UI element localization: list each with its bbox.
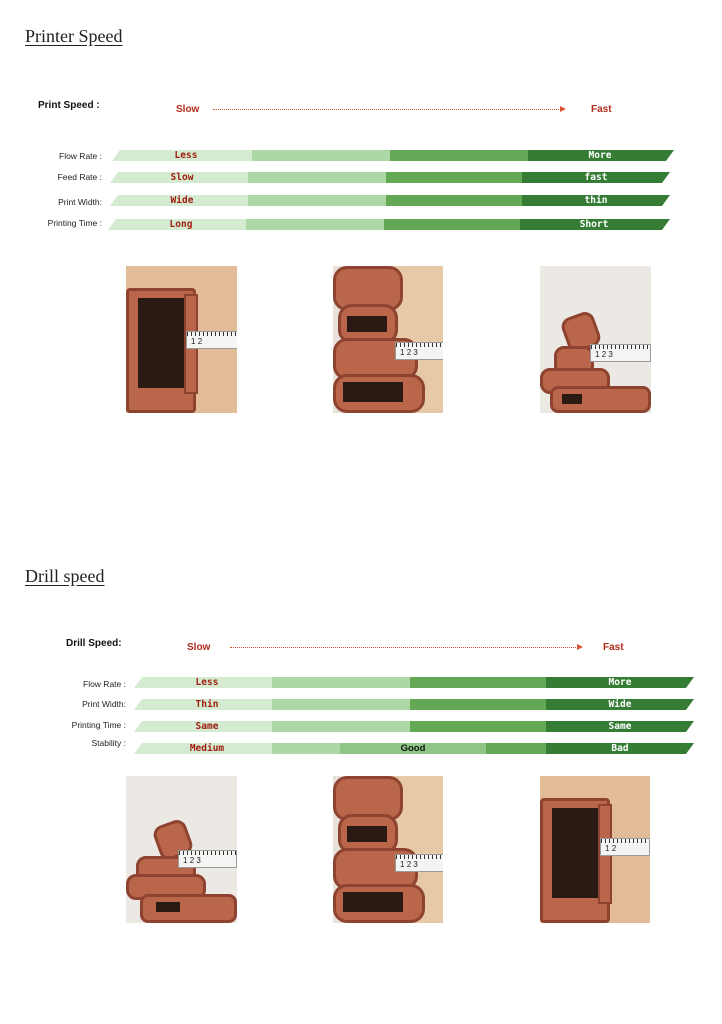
printed-sample-photo-fast (540, 266, 651, 413)
printed-sample-photo-fast (540, 776, 650, 923)
param-label: Printing Time : (47, 218, 102, 228)
param-label: Print Width: (82, 699, 126, 709)
drill-param-stability (0, 738, 722, 755)
tape-mark: 3 (608, 350, 613, 359)
tape-mark: 2 (197, 337, 203, 346)
printed-sample-photo-medium (333, 266, 443, 413)
tape-mark: 1 (400, 348, 405, 357)
printer-param-flow-rate (0, 150, 722, 162)
tape-mark: 2 (611, 844, 617, 853)
high-speed-value: Same (608, 721, 632, 732)
high-speed-value: More (608, 677, 632, 688)
printed-sample-photo-slow (126, 266, 237, 413)
printed-sample-photo-medium (333, 776, 443, 923)
drill-param-printing-time (0, 721, 722, 733)
tape-mark: 1 (605, 844, 610, 853)
printer-param-feed-rate (0, 172, 722, 184)
param-label: Print Width: (58, 197, 102, 207)
tape-mark: 3 (196, 856, 201, 865)
printed-sample-photo-slow (126, 776, 237, 923)
high-speed-value: Wide (608, 699, 632, 710)
tape-mark: 1 (595, 350, 600, 359)
param-label: Flow Rate : (83, 679, 126, 689)
tape-mark: 2 (601, 350, 607, 359)
low-speed-value: Thin (195, 699, 219, 710)
tape-mark: 3 (413, 348, 418, 357)
drill-speed-arrow (230, 647, 578, 648)
param-label: Flow Rate : (59, 151, 102, 161)
printer-param-print-width (0, 195, 722, 207)
drill-param-print-width (0, 699, 722, 711)
low-speed-value: Less (195, 677, 219, 688)
low-speed-value: Long (169, 219, 193, 230)
tape-mark: 1 (400, 860, 405, 869)
low-speed-value: Same (195, 721, 219, 732)
printer-speed-title: Printer Speed (25, 26, 123, 46)
print-speed-label: Print Speed : (38, 100, 100, 111)
param-label: Feed Rate : (57, 172, 102, 182)
drill-speed-fast: Fast (603, 642, 624, 653)
tape-mark: 1 (191, 337, 196, 346)
high-speed-value: Short (579, 219, 609, 230)
low-speed-value: Medium (189, 743, 225, 754)
print-speed-slow: Slow (176, 104, 200, 115)
printer-param-printing-time (0, 219, 722, 231)
print-speed-arrow (213, 109, 561, 110)
low-speed-value: Slow (170, 172, 194, 183)
tape-mark: 2 (189, 856, 195, 865)
param-label: Printing Time : (71, 720, 126, 730)
tape-mark: 2 (406, 860, 412, 869)
drill-speed-title: Drill speed (25, 566, 105, 586)
medium-speed-value: Good (400, 743, 426, 754)
print-speed-fast: Fast (591, 104, 612, 115)
tape-mark: 3 (413, 860, 418, 869)
drill-speed-label: Drill Speed: (66, 638, 122, 649)
print-speed-row (0, 100, 722, 120)
high-speed-value: Bad (611, 743, 629, 754)
tape-mark: 2 (406, 348, 412, 357)
param-label: Stability : (91, 738, 126, 748)
tape-mark: 1 (183, 856, 188, 865)
high-speed-value: thin (584, 195, 608, 206)
drill-param-flow-rate (0, 677, 722, 689)
drill-speed-slow: Slow (187, 642, 211, 653)
drill-speed-row (0, 638, 722, 658)
high-speed-value: More (588, 150, 612, 161)
low-speed-value: Wide (170, 195, 194, 206)
low-speed-value: Less (174, 150, 198, 161)
high-speed-value: fast (584, 172, 608, 183)
